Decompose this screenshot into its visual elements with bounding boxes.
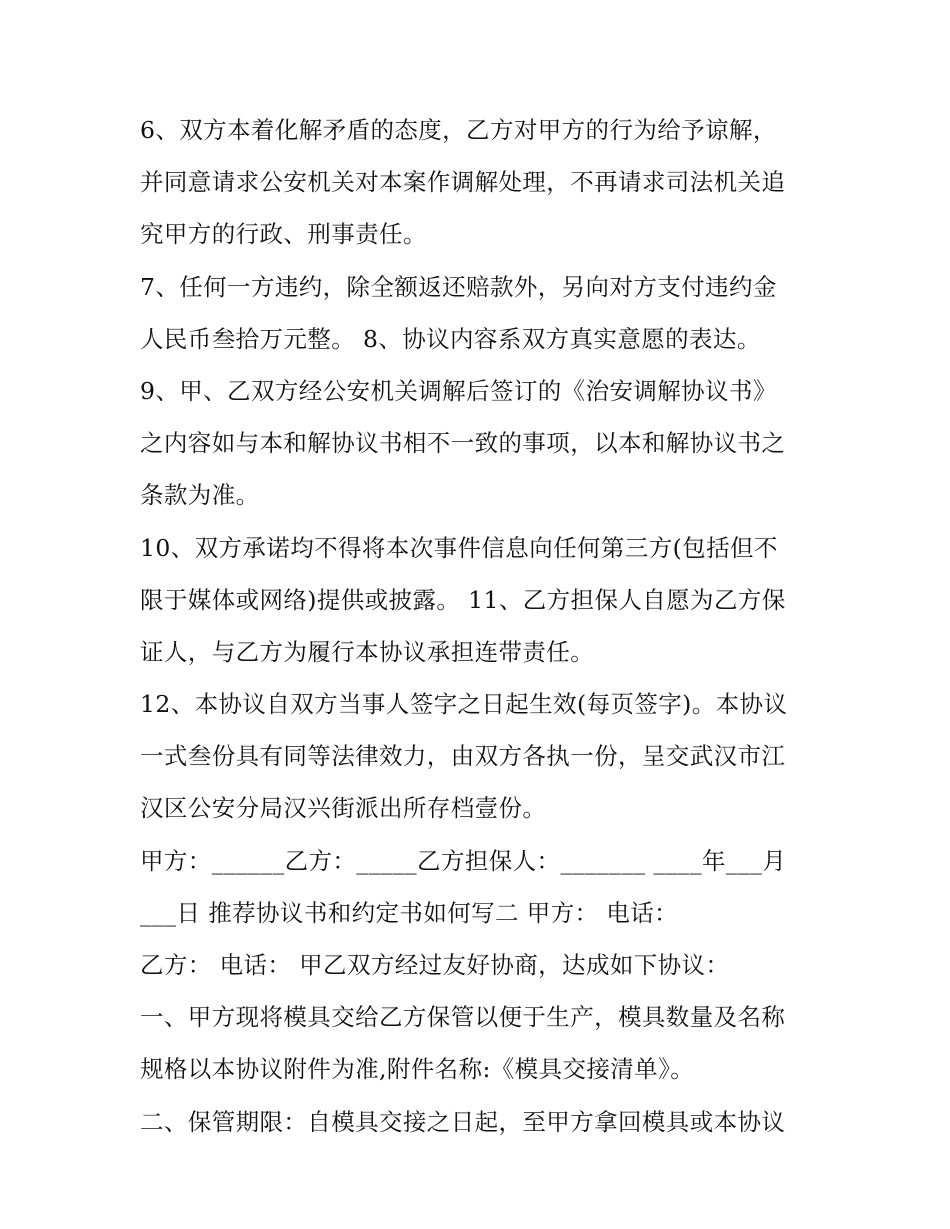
text-line: 9、甲、乙双方经公安机关调解后签订的《治安调解协议书》: [140, 376, 777, 405]
text-line: 并同意请求公安机关对本案作调解处理，不再请求司法机关追: [140, 168, 786, 197]
text-line: 一式叁份具有同等法律效力，由双方各执一份，呈交武汉市江: [140, 742, 786, 771]
text-line: 10、双方承诺均不得将本次事件信息向任何第三方(包括但不: [140, 533, 778, 562]
text-line: 条款为准。: [140, 481, 260, 510]
text-line: 12、本协议自双方当事人签字之日起生效(每页签字)。本协议: [140, 690, 788, 719]
text-line: 汉区公安分局汉兴街派出所存档壹份。: [140, 794, 547, 823]
text-line: 究甲方的行政、刑事责任。: [140, 220, 427, 249]
text-line: 一、甲方现将模具交给乙方保管以便于生产，模具数量及名称: [140, 1003, 786, 1032]
text-line: 乙方： 电话： 甲乙双方经过友好协商，达成如下协议：: [140, 951, 730, 979]
text-line: 之内容如与本和解协议书相不一致的事项，以本和解协议书之: [140, 429, 786, 458]
text-line: 证人，与乙方为履行本协议承担连带责任。: [140, 637, 595, 666]
text-line: 限于媒体或网络)提供或披露。 11、乙方担保人自愿为乙方保: [140, 585, 786, 614]
text-line: 人民币叁拾万元整。 8、协议内容系双方真实意愿的表达。: [140, 324, 761, 353]
document-body: [140, 108, 830, 1152]
text-line: ___日 推荐协议书和约定书如何写二 甲方： 电话：: [140, 898, 679, 927]
text-line: 规格以本协议附件为准,附件名称:《模具交接清单》。: [140, 1055, 695, 1084]
text-line: 7、任何一方违约，除全额返还赔款外，另向对方支付违约金: [140, 272, 777, 301]
signature-line: 甲方：______乙方：_____乙方担保人：_______ ____年___月: [140, 846, 787, 875]
text-line: 6、双方本着化解矛盾的态度，乙方对甲方的行为给予谅解，: [140, 116, 777, 144]
text-line: 二、保管期限：自模具交接之日起，至甲方拿回模具或本协议: [140, 1107, 786, 1136]
